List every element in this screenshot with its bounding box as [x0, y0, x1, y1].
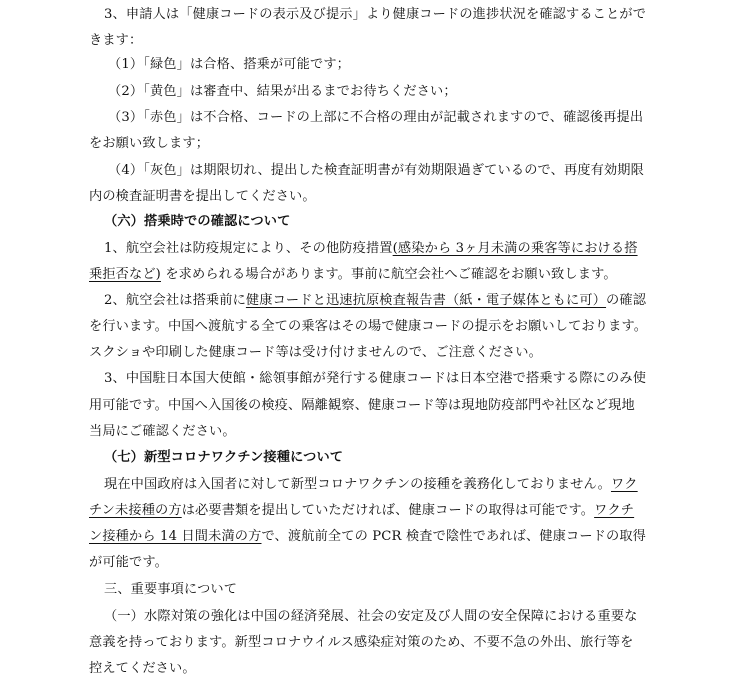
status-item-yellow: （2）「黄色」は審査中、結果が出るまでお待ちください；: [108, 84, 457, 99]
status-item-gray-line-2: 内の検査証明書を提出してください。: [89, 189, 316, 204]
s6-paragraph-3-line-1: 3、中国駐日本国大使館・総領事館が発行する健康コードは日本空港で搭乗する際にのみ使: [104, 371, 647, 386]
s6-paragraph-3-line-3: 当局にご確認ください。: [89, 424, 236, 439]
status-item-gray-line-1: （4）「灰色」は期限切れ、提出した検査証明書が有効期限過ぎているので、再度有効期限: [108, 163, 644, 178]
s6-p2-text-end: の確認: [606, 293, 647, 308]
s7-underlined-2: ワクチ: [594, 503, 635, 518]
paragraph-3-line-1: 3、申請人は「健康コードの表示及び提示」より健康コードの進捗状況を確認することがで: [104, 7, 647, 22]
s7-line-2: [89, 502, 659, 520]
s6-paragraph-1-line-1: [104, 240, 659, 258]
status-item-red-line-2: をお願い致します；: [89, 136, 210, 151]
s6-p1-text: 1、航空会社は防疫規定により、その他防疫措置: [104, 241, 393, 256]
status-item-green: （1）「緑色」は合格、搭乗が可能です；: [108, 57, 351, 72]
s7-underlined-1: ワク: [610, 477, 638, 492]
s3-item-1-line-1: （一）水際対策の強化は中国の経済発展、社会の安定及び人間の安全保障における重要な: [104, 609, 638, 624]
section-3-heading: 三、重要事項について: [104, 582, 238, 597]
s7-text-3: で、渡航前全ての PCR 検査で陰性であれば、健康コードの取得: [261, 529, 647, 544]
section-6-heading: （六）搭乗時での確認について: [104, 214, 291, 229]
s6-p1-underlined: (感染から 3ヶ月未満の乗客等における搭: [392, 241, 638, 256]
s7-text-2: は必要書類を提出していただければ、健康コードの取得は可能です。: [181, 503, 595, 518]
s7-text: 現在中国政府は入国者に対して新型コロナワクチンの接種を義務化しておりません。: [104, 477, 611, 492]
paragraph-3-line-2: きます：: [89, 33, 143, 48]
s7-line-4: が可能です。: [89, 555, 168, 570]
s6-p2-underlined: 健康コードと迅速抗原検査報告書（紙・電子媒体ともに可）: [245, 293, 607, 308]
s7-underlined-2-cont: ン接種から 14 日間未満の方: [89, 529, 262, 544]
status-item-red-line-1: （3）「赤色」は不合格、コードの上部に不合格の理由が記載されますので、確認後再提出: [108, 110, 644, 125]
s3-item-1-line-2: 意義を持っております。新型コロナウイルス感染症対策のため、不要不急の外出、旅行等を: [89, 635, 634, 650]
s7-line-3: [89, 528, 659, 546]
section-7-heading: （七）新型コロナワクチン接種について: [104, 450, 344, 465]
s6-paragraph-2-line-3: スクショや印刷した健康コード等は受け付けませんので、ご注意ください。: [89, 345, 542, 360]
s6-paragraph-2-line-1: [104, 292, 659, 310]
s6-paragraph-3-line-2: 用可能です。中国へ入国後の検疫、隔離観察、健康コード等は現地防疫部門や社区など現地: [89, 398, 635, 413]
s6-paragraph-2-line-2: を行います。中国へ渡航する全ての乗客はその場で健康コードの提示をお願いしております。: [89, 319, 648, 334]
s6-paragraph-1-line-2: [89, 266, 659, 284]
s7-underlined-1-cont: チン未接種の方: [89, 503, 182, 518]
s6-p2-text: 2、航空会社は搭乗前に: [104, 293, 246, 308]
s6-p1-underlined-cont: 乗拒否など): [89, 267, 161, 282]
s7-line-1: [104, 476, 659, 494]
s3-item-1-line-3: 控えてください。: [89, 661, 196, 676]
s6-p1-text-cont: を求められる場合があります。事前に航空会社へご確認をお願い致します。: [160, 267, 617, 282]
